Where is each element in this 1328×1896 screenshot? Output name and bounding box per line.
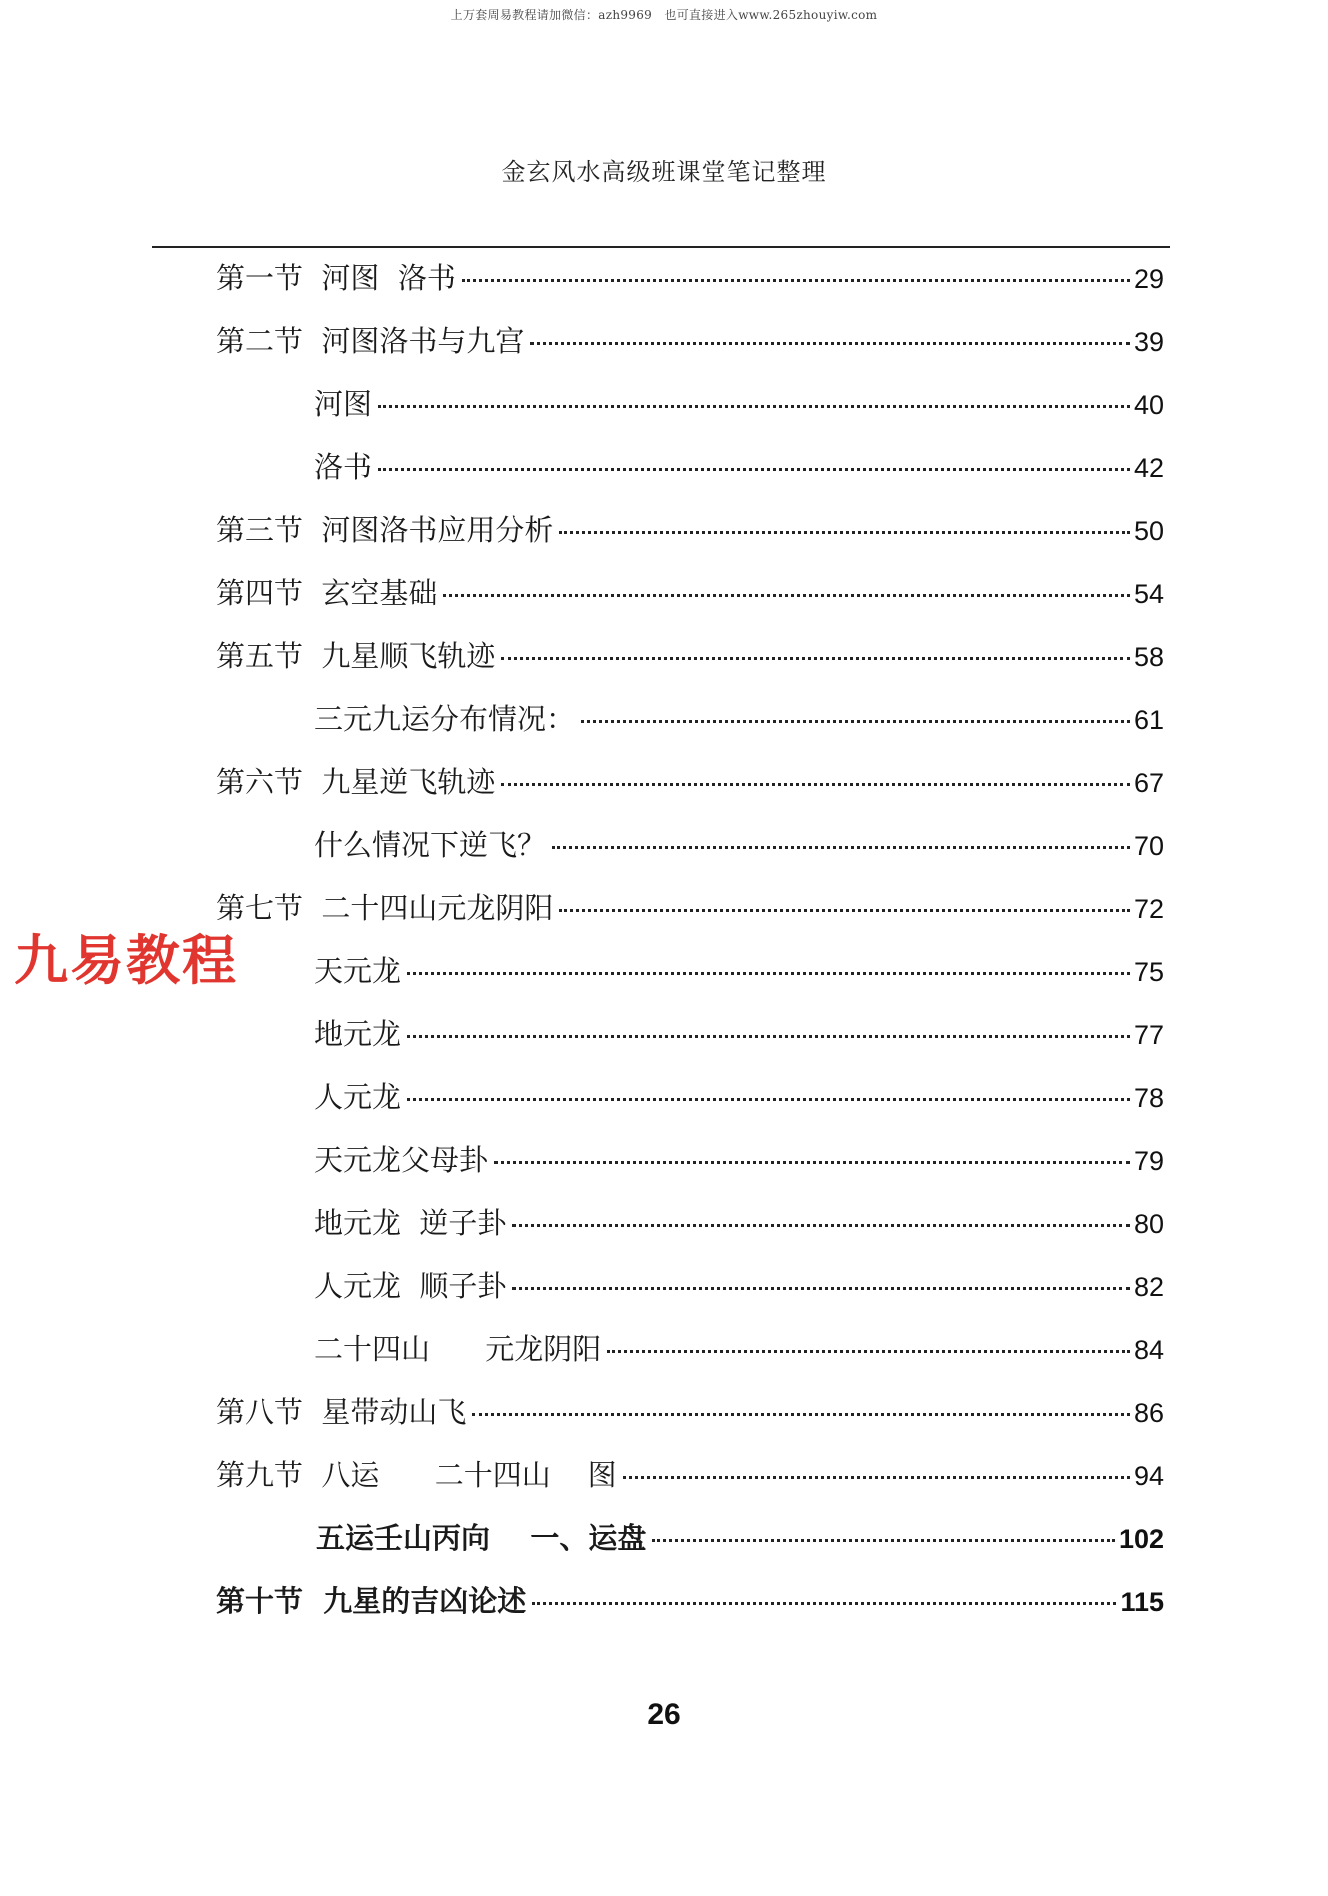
dot-leader — [581, 720, 1130, 723]
toc-entry-section-3 — [216, 510, 1164, 550]
toc-entry-wuyun-yunpan — [316, 1518, 1164, 1558]
dot-leader — [501, 783, 1130, 786]
dot-leader — [501, 657, 1130, 660]
toc-entry-sanyuan — [314, 699, 1164, 739]
dot-leader — [532, 1602, 1116, 1605]
toc-entry-page: 82 — [1133, 1272, 1164, 1302]
toc-entry-label: 第九节 八运 二十四山 图 — [216, 1458, 617, 1492]
dot-leader — [378, 468, 1130, 471]
watermark-logo: 九易教程 — [14, 929, 238, 992]
toc-entry-nifei — [314, 825, 1164, 865]
dot-leader — [559, 909, 1130, 912]
toc-entry-label: 人元龙 — [314, 1080, 402, 1114]
toc-entry-section-2 — [216, 321, 1164, 361]
toc-entry-section-7 — [216, 888, 1164, 928]
toc-entry-page: 61 — [1133, 705, 1164, 735]
toc-entry-label: 洛书 — [314, 450, 373, 484]
toc-entry-page: 39 — [1133, 327, 1164, 357]
toc-entry-renyuanlong — [314, 1077, 1164, 1117]
page-number: 26 — [647, 1698, 681, 1731]
toc-entry-label: 什么情况下逆飞？ — [314, 828, 547, 862]
dot-leader — [552, 846, 1130, 849]
toc-entry-24shan-yinyang — [314, 1329, 1164, 1369]
dot-leader — [407, 972, 1130, 975]
dot-leader — [623, 1476, 1130, 1479]
toc-entry-section-5 — [216, 636, 1164, 676]
dot-leader — [494, 1161, 1130, 1164]
toc-entry-page: 40 — [1133, 390, 1164, 420]
toc-entry-section-8 — [216, 1392, 1164, 1432]
toc-entry-page: 50 — [1133, 516, 1164, 546]
toc-entry-section-4 — [216, 573, 1164, 613]
dot-leader — [559, 531, 1130, 534]
toc-entry-tianyuanlong — [314, 951, 1164, 991]
toc-entry-page: 72 — [1133, 894, 1164, 924]
toc-entry-section-9 — [216, 1455, 1164, 1495]
toc-entry-label: 第四节 玄空基础 — [216, 576, 438, 610]
toc-entry-section-1 — [216, 258, 1164, 298]
toc-entry-label: 地元龙 逆子卦 — [314, 1206, 507, 1240]
toc-entry-label: 第七节 二十四山元龙阴阳 — [216, 891, 554, 925]
dot-leader — [407, 1035, 1130, 1038]
toc-entry-section-10 — [216, 1581, 1164, 1621]
toc-entry-label: 第二节 河图洛书与九宫 — [216, 324, 525, 358]
toc-entry-page: 54 — [1133, 579, 1164, 609]
dot-leader — [443, 594, 1130, 597]
toc-entry-page: 67 — [1133, 768, 1164, 798]
toc-entry-label: 第一节 河图 洛书 — [216, 261, 456, 295]
toc-entry-label: 第十节 九星的吉凶论述 — [216, 1584, 527, 1618]
dot-leader — [407, 1098, 1130, 1101]
toc-entry-page: 42 — [1133, 453, 1164, 483]
toc-entry-page: 58 — [1133, 642, 1164, 672]
toc-entry-page: 79 — [1133, 1146, 1164, 1176]
toc-entry-page: 78 — [1133, 1083, 1164, 1113]
toc-entry-label: 五运壬山丙向 一、运盘 — [316, 1521, 647, 1555]
toc-entry-label: 人元龙 顺子卦 — [314, 1269, 507, 1303]
toc-entry-diyuan-nizi — [314, 1203, 1164, 1243]
toc-entry-page: 70 — [1133, 831, 1164, 861]
toc-entry-luoshu — [314, 447, 1164, 487]
toc-entry-label: 天元龙 — [314, 954, 402, 988]
header-rule — [152, 246, 1170, 248]
toc-entry-label: 第八节 星带动山飞 — [216, 1395, 467, 1429]
toc-entry-page: 80 — [1133, 1209, 1164, 1239]
page-header-title: 金玄风水高级班课堂笔记整理 — [501, 158, 827, 186]
dot-leader — [607, 1350, 1130, 1353]
toc-entry-label: 河图 — [314, 387, 373, 421]
toc-entry-page: 102 — [1118, 1524, 1164, 1554]
toc-entry-label: 三元九运分布情况： — [314, 702, 576, 736]
dot-leader — [512, 1287, 1130, 1290]
dot-leader — [462, 279, 1130, 282]
toc-entry-label: 第三节 河图洛书应用分析 — [216, 513, 554, 547]
toc-entry-renyuan-shunzi — [314, 1266, 1164, 1306]
dot-leader — [530, 342, 1130, 345]
dot-leader — [378, 405, 1130, 408]
toc-entry-label: 第五节 九星顺飞轨迹 — [216, 639, 496, 673]
dot-leader — [512, 1224, 1130, 1227]
toc-entry-page: 94 — [1133, 1461, 1164, 1491]
toc-entry-label: 二十四山 元龙阴阳 — [314, 1332, 602, 1366]
toc-entry-page: 77 — [1133, 1020, 1164, 1050]
top-banner: 上万套周易教程请加微信：azh9969 也可直接进入www.265zhouyiw.com — [450, 8, 878, 22]
toc-entry-label: 天元龙父母卦 — [314, 1143, 489, 1177]
toc-entry-hetu — [314, 384, 1164, 424]
toc-entry-page: 86 — [1133, 1398, 1164, 1428]
dot-leader — [472, 1413, 1130, 1416]
toc-entry-section-6 — [216, 762, 1164, 802]
toc-entry-label: 第六节 九星逆飞轨迹 — [216, 765, 496, 799]
dot-leader — [652, 1539, 1115, 1542]
toc-entry-page: 84 — [1133, 1335, 1164, 1365]
toc-entry-page: 29 — [1133, 264, 1164, 294]
toc-entry-page: 115 — [1120, 1587, 1164, 1617]
toc-entry-diyuanlong — [314, 1014, 1164, 1054]
toc-entry-label: 地元龙 — [314, 1017, 402, 1051]
toc-entry-tianyuan-fumu — [314, 1140, 1164, 1180]
toc-entry-page: 75 — [1133, 957, 1164, 987]
